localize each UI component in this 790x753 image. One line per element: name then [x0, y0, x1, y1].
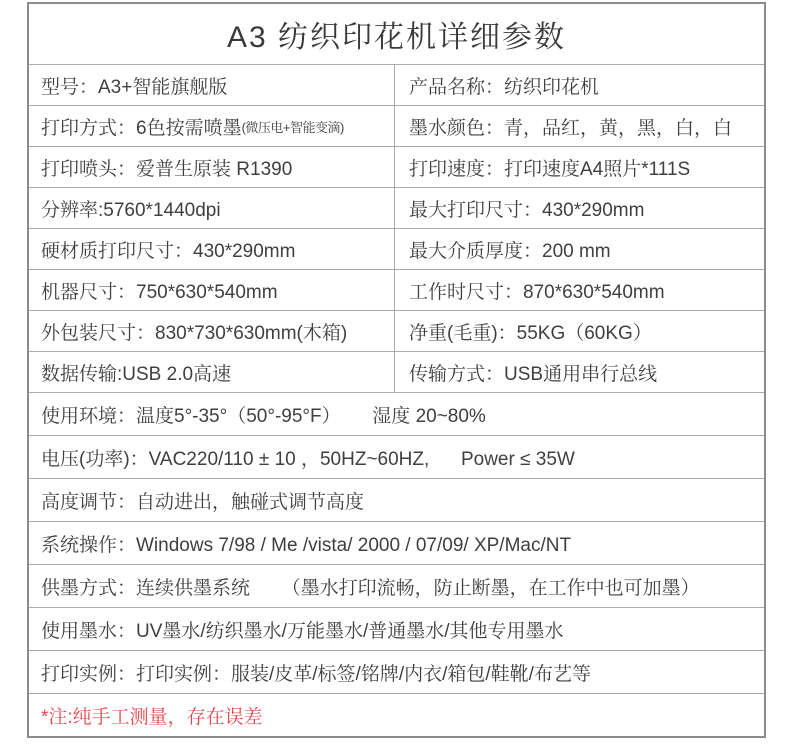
- spec-cell-machine-size: 机器尺寸：750*630*540mm: [29, 270, 395, 310]
- spec-cell-max-thickness: 最大介质厚度：200 mm: [409, 240, 611, 262]
- spec-cell-resolution: 分辨率:5760*1440dpi: [29, 188, 395, 228]
- spec-cell-ink-supply: 供墨方式：连续供墨系统 （墨水打印流畅，防止断墨，在工作中也可加墨）: [41, 577, 700, 599]
- table-row-model: [29, 64, 764, 105]
- table-row-os: [29, 521, 764, 564]
- table-row-printhead: [29, 146, 764, 187]
- spec-cell-printhead: 打印喷头：爱普生原装 R1390: [29, 147, 395, 187]
- table-row-ink-types: [29, 607, 764, 650]
- spec-cell-net-weight: 净重(毛重)：55KG（60KG）: [409, 322, 652, 344]
- spec-cell-product-name: 产品名称：纺织印花机: [409, 76, 600, 98]
- spec-cell-max-print-size: 最大打印尺寸：430*290mm: [409, 199, 645, 221]
- spec-cell-data-transfer: 数据传输:USB 2.0高速: [29, 352, 395, 392]
- table-row-ink-supply: [29, 564, 764, 607]
- table-row-print-examples: [29, 650, 764, 693]
- spec-cell-model: 型号：A3+智能旗舰版: [29, 65, 395, 105]
- print-method-detail: (微压电+智能变滴): [241, 119, 344, 135]
- spec-cell-print-examples: 打印实例：打印实例：服装/皮革/标签/铭牌/内衣/箱包/鞋靴/布艺等: [41, 663, 591, 685]
- table-title: A3 纺织印花机详细参数: [226, 21, 567, 54]
- spec-cell-transfer-mode: 传输方式：USB通用串行总线: [409, 363, 658, 385]
- measurement-note: *注:纯手工测量，存在误差: [41, 706, 263, 728]
- table-row-machine-size: [29, 269, 764, 310]
- spec-table: [27, 2, 766, 738]
- spec-cell-ink-colors: 墨水颜色：青，品红，黄，黑，白，白: [409, 117, 733, 139]
- table-row-height-adjust: [29, 478, 764, 521]
- table-row-note: [29, 693, 764, 736]
- spec-cell-ink-types: 使用墨水：UV墨水/纺织墨水/万能墨水/普通墨水/其他专用墨水: [41, 620, 564, 642]
- spec-cell-print-speed: 打印速度：打印速度A4照片*111S: [409, 158, 691, 180]
- table-row-print-method: [29, 105, 764, 146]
- spec-cell-working-size: 工作时尺寸：870*630*540mm: [409, 281, 665, 303]
- spec-cell-package-size: 外包装尺寸：830*730*630mm(木箱): [29, 311, 395, 351]
- table-row-voltage: [29, 435, 764, 478]
- table-row-data-transfer: [29, 351, 764, 392]
- spec-cell-height-adjust: 高度调节：自动进出，触碰式调节高度: [41, 491, 365, 513]
- print-method-main: 打印方式：6色按需喷墨: [41, 117, 242, 139]
- spec-cell-environment: 使用环境：温度5°-35°（50°-95°F） 湿度 20~80%: [41, 405, 486, 427]
- spec-cell-hard-material-size: 硬材质打印尺寸：430*290mm: [29, 229, 395, 269]
- table-row-resolution: [29, 187, 764, 228]
- table-row-package: [29, 310, 764, 351]
- table-row-environment: [29, 392, 764, 435]
- spec-cell-os: 系统操作：Windows 7/98 / Me /vista/ 2000 / 07/09/ XP/Mac/NT: [41, 534, 572, 556]
- spec-cell-voltage: 电压(功率)：VAC220/110 ± 10 ，50HZ~60HZ, Power ≤ 35W: [41, 448, 575, 470]
- spec-cell-print-method: [29, 106, 395, 146]
- table-row-hard-material: [29, 228, 764, 269]
